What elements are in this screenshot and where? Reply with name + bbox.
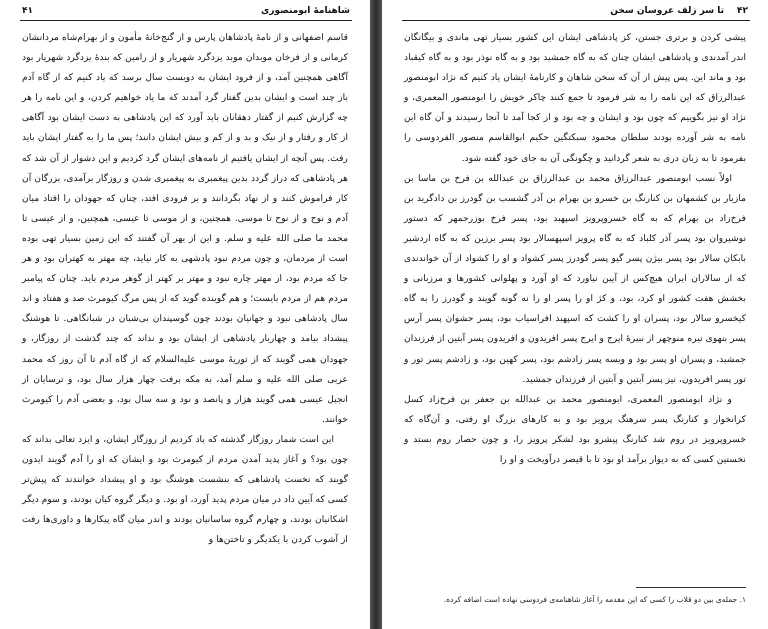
footnote-rule — [636, 587, 746, 588]
running-title: شاهنامهٔ ابومنصوری — [261, 6, 350, 16]
paragraph: و نژاد ابومنصور المعمری، ابومنصور محمد بن عبدالله بن جعفر بن فرخ‌زاد کسل کرانخوار و کنارنگ پسر سرهنگ پرویز بود و به کارهای بزرگ او رفتی، و آن‌گاه که خسروپرویز در روم شد کنارنگ پیشرو بود لشکر پرویز را، و چون حصار روم بستد و نخستین کسی که به دیوار برآمد او بود تا با قیصر درآویخت و او را — [404, 393, 746, 465]
page-header — [402, 6, 750, 21]
paragraph: قاسم اصفهانی و از نامهٔ پادشاهان پارس و از گنج‌خانهٔ مأمون و از بهرام‌شاه مردانشان کرمانی و از فرخان موبدان موبد یزدگرد شهریار و از رامین که بندهٔ یزدگرد شهریار بود آگاهی همچنین آمد، و از فرود ایشان به دویست سال برسد که یاد کنیم که از گاه آدم باز چند است و ایشان بدین گفتار گرد آمدند که ما یاد خواهیم کردن، و این نامه را هر چه گزارش کنیم از گفتار دهقانان باید آورد که این پادشاهی به دست ایشان بود آگاهی از کار و رفتار و از نیک و بد و از کم و بیش ایشان دانند؛ پس ما را به گفتار ایشان باید رفت. پس آنچه از ایشان یافتیم از نامه‌های ایشان گرد کردیم و این دشوار از آن شد که هر پادشاهی که دراز گردد بدین پیغمبری به پیغمبری شدن و روزگار برآمدی، بزرگان آن کار فراموش کنند و از نهاد بگردانند و بر فرودی افتد، چنان که جهودان را افتاد میان آدم و نوح و از نوح تا موسی. همچنین، و از موسی تا عیسی، همچنین، و از عیسی تا محمد ما صلی الله علیه و سلم. و این از بهر آن گفتند که این زمین بسیار تهی بوده است از مردمان، و چون مردم نبود پادشهی به کار نیاید، چه مهتر به کهتران بود و هر جا که مردم بود، از مهتر چاره نبود و مهتر بر کهتر از گوهر مردم باید. چنان که پیامبر مردم هم از مردم بایست؛ و هم گوینده گوید که از پس مرگ کیومرث صد و هفتاد و اند سال پادشاهی نبود و جهانیان بودند چون گوسپندان بی‌شبان در شبانگاهی. تا هوشنگ پیشداد بیامد و چهاربار پادشاهی از ایشان بود و نداند که چند گذشت از روزگار، و جهودان همی گویند که از توریهٔ موسی علیه‌السلام که از گاه آدم تا آن روز که محمد عربی صلی الله علیه و سلم آمد، به مکه برفت چهار هزار سال بود، و ترسایان از انجیل عیسی همی گویند هزار و پانصد و نود و سه سال بود، و بعضی آدم را کیومرث خوانند. — [22, 32, 348, 425]
right-page — [382, 0, 768, 629]
paragraph: این است شمار روزگار گذشته که یاد کردیم از روزگار ایشان، و ایزد تعالی بداند که چون بود؟ و آغاز پدید آمدن مردم از کیومرث بود و ایشان که او را آدم گویند ایدون گویند که نخست پادشاهی که بنشست هوشنگ بود و او پیشداد خوانندند که پیش‌تر کسی که آیین داد در میان مردم پدید آورد، او بود. و دیگر گروه کیان بودند، و سوم دیگر اشکانیان بودند، و چهارم گروه ساسانیان بودند و اندر میان گاه پیکارها و داوری‌ها رفت از آشوب کردن با یکدیگر و تاختن‌ها و — [22, 433, 348, 546]
book-gutter — [370, 0, 382, 629]
page-number: ۴۲ — [737, 6, 748, 16]
body-text — [404, 28, 746, 470]
left-page — [0, 0, 370, 629]
lineage-paragraph: اولاً نسب ابومنصور عبدالرزاق محمد بن عبدالرزاق بن عبدالله بن فرخ بن ماسا بن مازیار بن کشمهان بن کنارنگ بن خسرو بن بهرام بن آذر گشسب بن گودرز بن دادگرید بن فرخ‌زاد بن بهرام که به گاه خسروپرویز اسپهبد بود، پسر فرخ بوزرجمهر که دستور نوشیروان بود پسر آذر کلباد که به گاه پرویز اسپهسالار بود پسر برزین که به گاه اردشیر بابکان سالار بود پسر بیژن پسر گیو پسر گودرز پسر کشواد و او را کشواد از آن خواندندی که از سالاران ایران هیچ‌کس از آیین نیاورد که او آورد و پهلوانی کشورها و مرزبانی و بخشش هفت کشور او کرد، بود، و کژ او را پسر او را نه گونه گویند و گودرز را به گاه کیخسرو سالار بود، پسران او را کشت که اسپهبد افراسیاب بود، پسر حشوان پسر آرس پسر بنهوی تیره منوچهر از نبیرهٔ ایرج و ایرج پسر افریدون و افریدون پسر آبتین از فرزندان جمشید، و پسران او پسر بود و ویسه پسر زادشم بود، پسر کهین بود، و زادشم پسر تور و تور پسر افریدون، نیز پسر آبتین و آبتین از فرزندان جمشید. — [404, 172, 746, 385]
footnote: ۱. جمله‌ی بین دو قلاب را کسی که این مقدمه را آغاز شاهنامه‌ی فردوسی نهاده است اضافه کرده. — [443, 595, 746, 604]
page-number: ۴۱ — [22, 6, 33, 16]
running-title: تا سر زلف عروسان سخن — [610, 6, 724, 16]
paragraph: پیشی کردن و برتری جستن، کز پادشاهی ایشان این کشور بسیار تهی ماندی و بیگانگان اندر آمدندی و پادشاهی ایشان چنان که به گاه جمشید بود و به گاه نوذر بود و به گاه کیقباد بود و ماند این. پس پیش از آن که سخن شاهان و کارنامهٔ ایشان یاد کنیم که نژاد ابومنصور عبدالرزاق که این نامه را به شر فرمود تا جمع کنند چاکر خویش را ابومنصور المعمری، و نژاد او نیز بگوییم که چون بود و ایشان و چه بود و از کجا آمد تا آنجا رسیدند و آن گاه این نامه به شر آورده بودند سلطان محمود سبکتگین حکیم ابوالقاسم منصور الفردوسی را بفرمود تا به زبان دری به شعر گردانید و چگونگی آن به جای خود گفته شود. — [404, 32, 746, 164]
body-text — [22, 28, 348, 550]
page-header — [20, 6, 352, 21]
